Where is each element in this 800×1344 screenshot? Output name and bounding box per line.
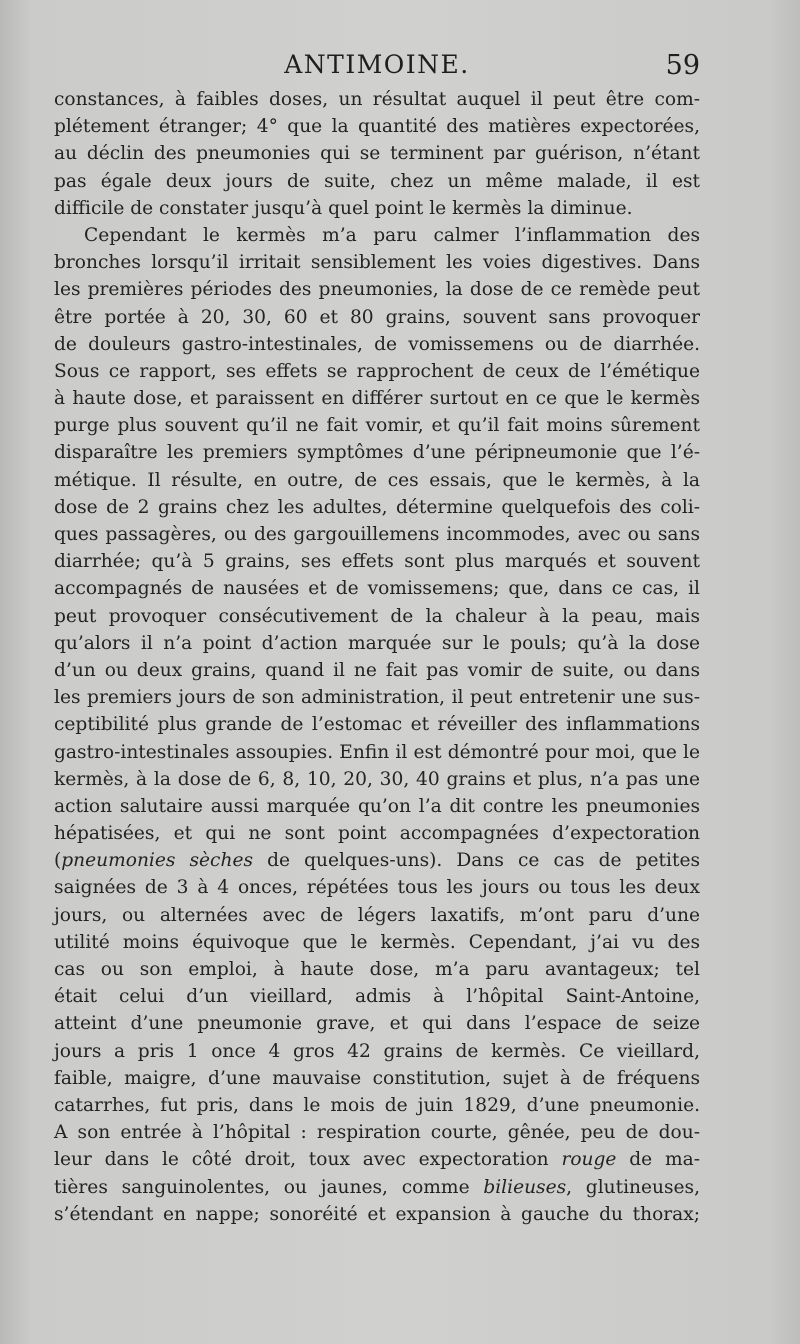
text-line: à haute dose, et paraissent en différer surtout en ce que le kermès bbox=[54, 388, 700, 410]
text-line: tières sanguinolentes, ou jaunes, comme bilieuses, glutineuses, bbox=[54, 1176, 700, 1198]
text-line: action salutaire aussi marquée qu’on l’a dit contre les pneumonies bbox=[54, 795, 700, 817]
text-line: qu’alors il n’a point d’action marquée sur le pouls; qu’à la dose bbox=[54, 632, 700, 654]
text-line: métique. Il résulte, en outre, de ces essais, que le kermès, à la bbox=[54, 469, 700, 491]
paragraph-2 bbox=[54, 222, 700, 1228]
body-text bbox=[54, 86, 700, 1228]
text-line: accompagnés de nausées et de vomissemens; que, dans ce cas, il bbox=[54, 578, 700, 600]
text-line: les premiers jours de son administration, il peut entretenir une sus- bbox=[54, 687, 700, 709]
text-line: A son entrée à l’hôpital : respiration courte, gênée, peu de dou- bbox=[54, 1122, 700, 1144]
text-line: atteint d’une pneumonie grave, et qui dans l’espace de seize bbox=[54, 1013, 700, 1035]
text-line: s’étendant en nappe; sonoréité et expansion à gauche du thorax; bbox=[54, 1203, 700, 1225]
text-line: cas ou son emploi, à haute dose, m’a paru avantageux; tel bbox=[54, 959, 700, 980]
text-line: disparaître les premiers symptômes d’une péripneumonie que l’é- bbox=[54, 442, 700, 464]
page-number: 59 bbox=[665, 50, 700, 81]
text-line: de douleurs gastro-intestinales, de vomissemens ou de diarrhée. bbox=[54, 333, 700, 355]
text-line: peut provoquer consécutivement de la chaleur à la peau, mais bbox=[54, 605, 700, 627]
text-line: plétement étranger; 4° que la quantité des matières expectorées, bbox=[54, 116, 700, 138]
running-head bbox=[54, 46, 700, 86]
text-line: au déclin des pneumonies qui se terminent par guérison, n’étant bbox=[54, 143, 700, 165]
text-line: constances, à faibles doses, un résultat auquel il peut être com- bbox=[54, 89, 700, 110]
text-line: jours a pris 1 once 4 gros 42 grains de kermès. Ce vieillard, bbox=[54, 1040, 700, 1062]
text-line: bronches lorsqu’il irritait sensiblement les voies digestives. Dans bbox=[54, 252, 700, 274]
text-line: hépatisées, et qui ne sont point accompagnées d’expectoration bbox=[54, 823, 700, 845]
text-line: dose de 2 grains chez les adultes, détermine quelquefois des coli- bbox=[54, 496, 700, 518]
text-line: kermès, à la dose de 6, 8, 10, 20, 30, 40 grains et plus, n’a pas une bbox=[54, 768, 700, 790]
text-line: jours, ou alternées avec de légers laxatifs, m’ont paru d’une bbox=[54, 904, 700, 926]
paragraph-1 bbox=[54, 86, 700, 222]
text-line: ceptibilité plus grande de l’estomac et réveiller des inflammations bbox=[54, 714, 700, 736]
text-line: Sous ce rapport, ses effets se rapprochent de ceux de l’émétique bbox=[54, 360, 700, 382]
text-line: saignées de 3 à 4 onces, répétées tous les jours ou tous les deux bbox=[54, 877, 700, 899]
text-line: utilité moins équivoque que le kermès. Cependant, j’ai vu des bbox=[54, 931, 700, 953]
text-line: ques passagères, ou des gargouillemens incommodes, avec ou sans bbox=[54, 524, 700, 545]
text-line: catarrhes, fut pris, dans le mois de juin 1829, d’une pneumonie. bbox=[54, 1094, 700, 1116]
text-line: diarrhée; qu’à 5 grains, ses effets sont plus marqués et souvent bbox=[54, 551, 700, 573]
text-line: faible, maigre, d’une mauvaise constitution, sujet à de fréquens bbox=[54, 1067, 700, 1089]
text-line: Cependant le kermès m’a paru calmer l’inflammation des bbox=[84, 224, 700, 246]
text-line: les premières périodes des pneumonies, la dose de ce remède peut bbox=[54, 279, 700, 301]
text-line: difficile de constater jusqu’à quel point le kermès la diminue. bbox=[54, 197, 633, 219]
text-line: (pneumonies sèches de quelques-uns). Dans ce cas de petites bbox=[54, 850, 700, 872]
text-line: purge plus souvent qu’il ne fait vomir, et qu’il fait moins sûrement bbox=[54, 415, 700, 437]
text-line: gastro-intestinales assoupies. Enfin il est démontré pour moi, que le bbox=[54, 741, 700, 763]
text-line: était celui d’un vieillard, admis à l’hôpital Saint-Antoine, bbox=[54, 986, 700, 1008]
running-title: ANTIMOINE. bbox=[284, 50, 470, 79]
text-line: pas égale deux jours de suite, chez un même malade, il est bbox=[54, 170, 700, 192]
text-line: être portée à 20, 30, 60 et 80 grains, souvent sans provoquer bbox=[54, 306, 700, 328]
text-line: d’un ou deux grains, quand il ne fait pas vomir de suite, ou dans bbox=[54, 659, 700, 681]
text-line: leur dans le côté droit, toux avec expectoration rouge de ma- bbox=[54, 1149, 700, 1171]
